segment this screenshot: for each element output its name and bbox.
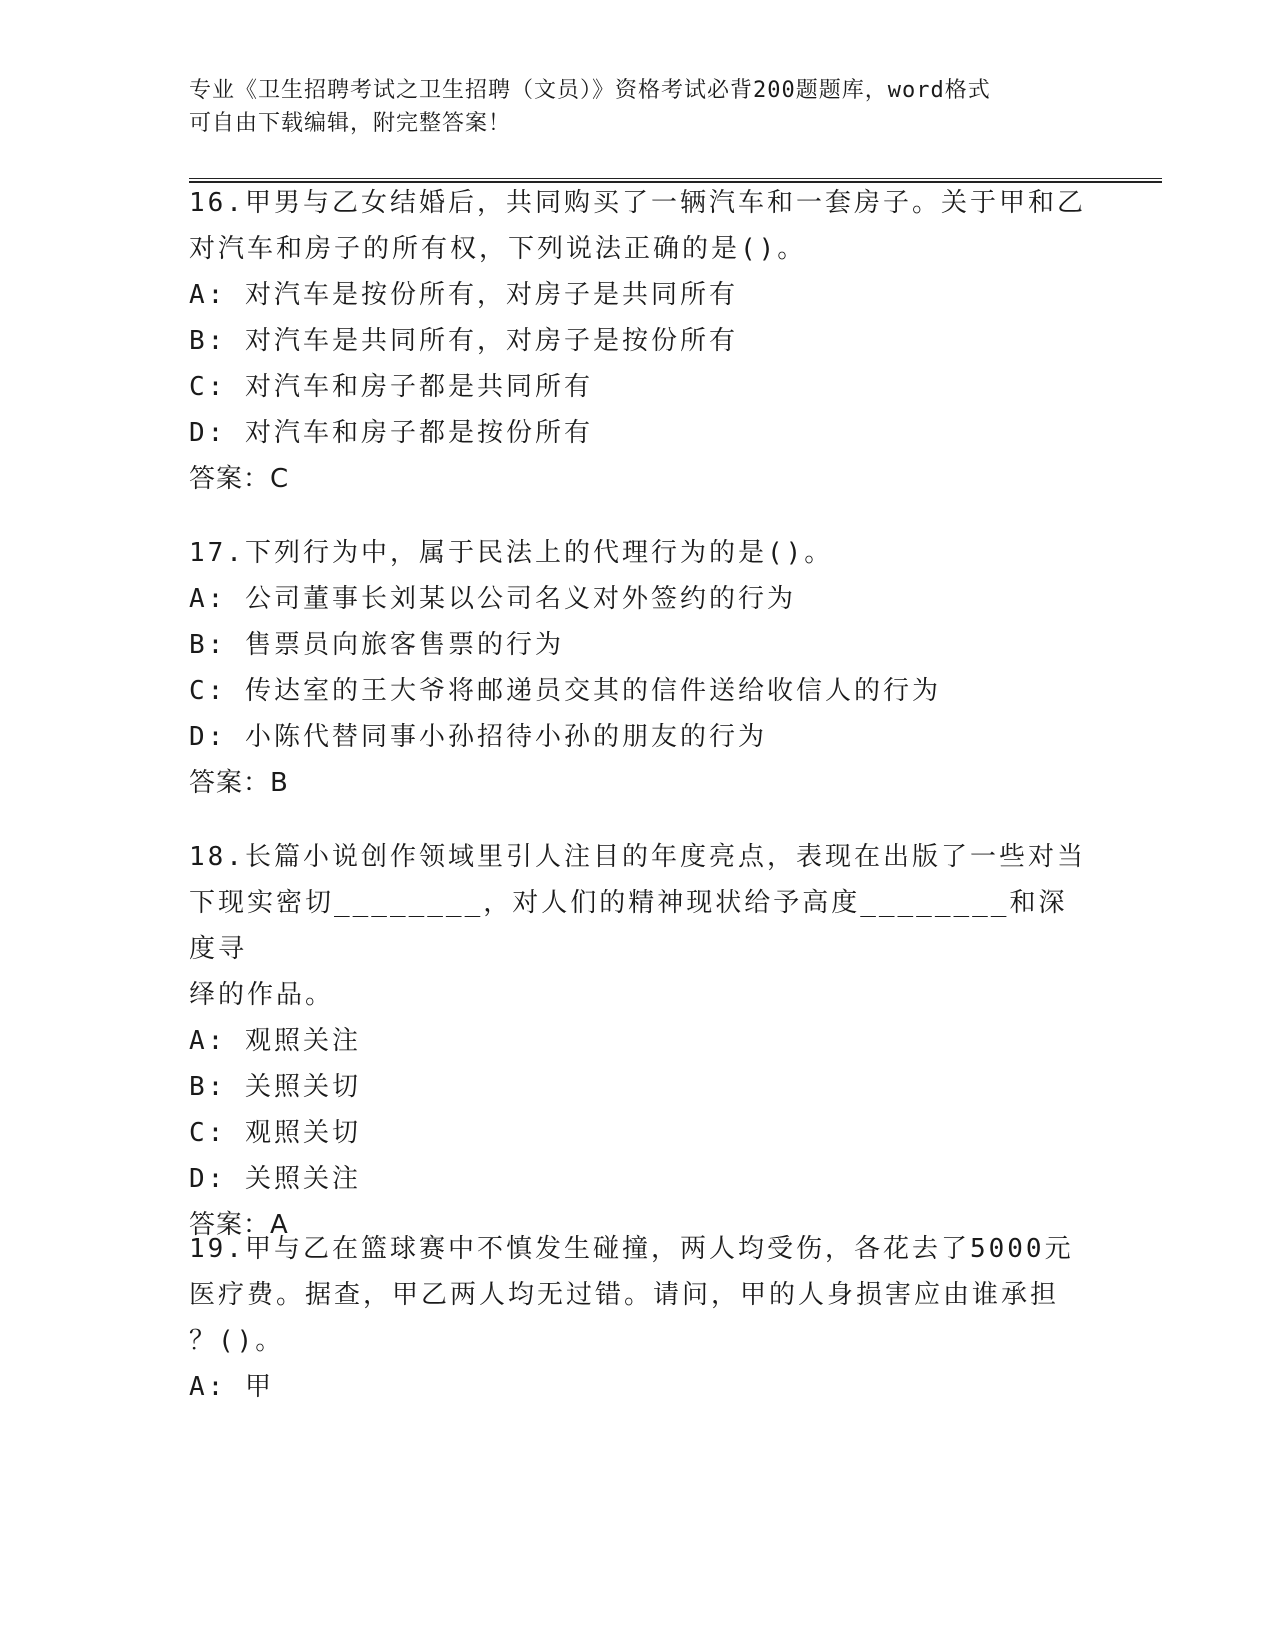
option-c: C: 对汽车和房子都是共同所有 <box>189 372 593 402</box>
question-text-line: 18.长篇小说创作领域里引人注目的年度亮点，表现在出版了一些对当 <box>189 842 1086 872</box>
option-a: A: 观照关注 <box>189 1026 361 1056</box>
answer: 答案：B <box>189 768 289 798</box>
option-d: D: 关照关注 <box>189 1164 361 1194</box>
question-text-line: 医疗费。据查，甲乙两人均无过错。请问，甲的人身损害应由谁承担 <box>189 1280 1060 1310</box>
question-17 <box>189 530 1089 806</box>
header-line-1: 专业《卫生招聘考试之卫生招聘（文员）》资格考试必背200题题库，word格式 <box>189 78 991 103</box>
question-text-line: 对汽车和房子的所有权，下列说法正确的是()。 <box>189 234 807 264</box>
document-header <box>189 74 1069 140</box>
question-19 <box>189 1226 1089 1410</box>
question-16 <box>189 180 1089 502</box>
option-c: C: 传达室的王大爷将邮递员交其的信件送给收信人的行为 <box>189 676 941 706</box>
option-c: C: 观照关切 <box>189 1118 361 1148</box>
option-d: D: 对汽车和房子都是按份所有 <box>189 418 593 448</box>
question-18 <box>189 834 1089 1248</box>
question-text-line: 绎的作品。 <box>189 980 335 1010</box>
answer: 答案：A <box>189 1210 289 1240</box>
option-b: B: 售票员向旅客售票的行为 <box>189 630 564 660</box>
option-a: A: 对汽车是按份所有，对房子是共同所有 <box>189 280 738 310</box>
question-text-line: 下现实密切________，对人们的精神现状给予高度________和深度寻 <box>189 888 1068 964</box>
question-text-line: 17.下列行为中，属于民法上的代理行为的是()。 <box>189 538 834 568</box>
question-text-line: ？()。 <box>189 1326 285 1356</box>
option-a: A: 公司董事长刘某以公司名义对外签约的行为 <box>189 584 796 614</box>
option-b: B: 关照关切 <box>189 1072 361 1102</box>
option-a: A: 甲 <box>189 1372 274 1402</box>
header-line-2: 可自由下载编辑，附完整答案！ <box>189 111 512 136</box>
question-text-line: 19.甲与乙在篮球赛中不慎发生碰撞，两人均受伤，各花去了5000元 <box>189 1234 1074 1264</box>
question-text-line: 16.甲男与乙女结婚后，共同购买了一辆汽车和一套房子。关于甲和乙 <box>189 188 1086 218</box>
option-b: B: 对汽车是共同所有，对房子是按份所有 <box>189 326 738 356</box>
option-d: D: 小陈代替同事小孙招待小孙的朋友的行为 <box>189 722 767 752</box>
answer: 答案：C <box>189 464 290 494</box>
